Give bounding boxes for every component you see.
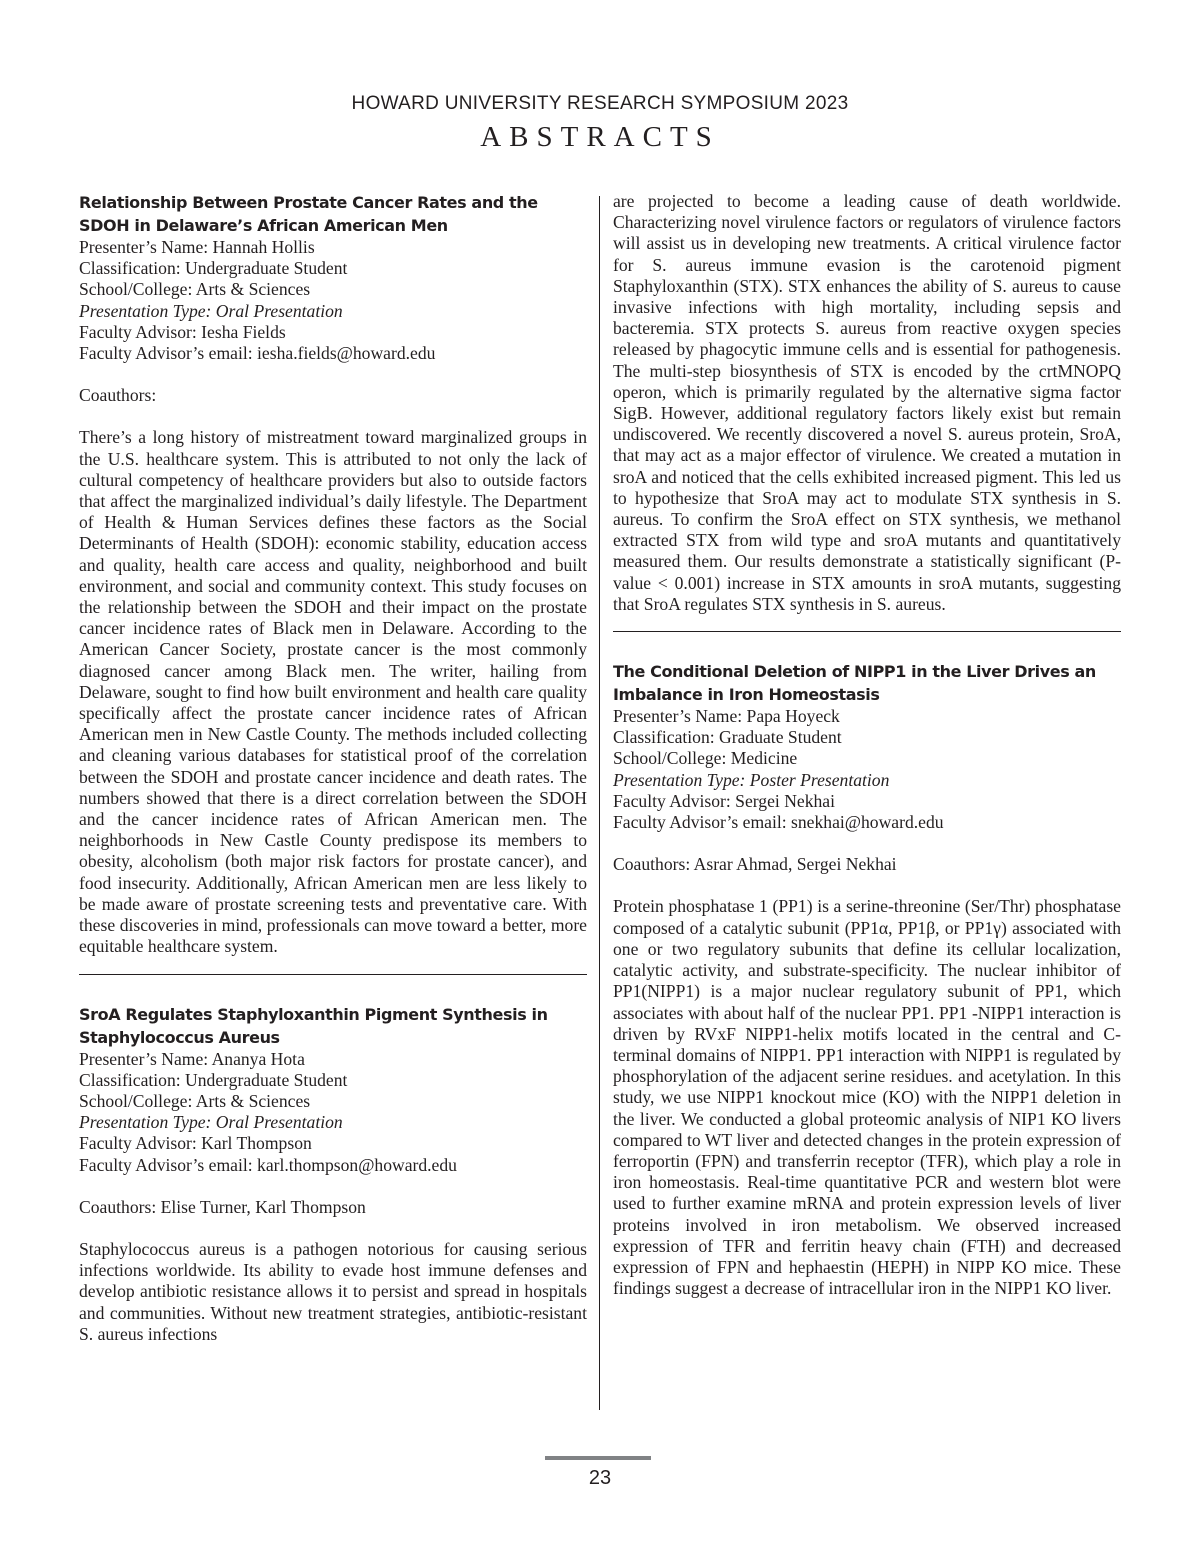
spacer xyxy=(79,1176,587,1197)
school-college: School/College: Arts & Sciences xyxy=(79,1090,311,1111)
spacer xyxy=(79,1218,587,1239)
abstract-body: Staphylococcus aureus is a pathogen notorious for causing serious infections worldwide. Its ability to evade host immune defenses and develop antibiotic resistance allows it to persist and spread in hospitals and communities. Without new treatment strategies, antibiotic-resistant S. aureus infections xyxy=(79,1238,587,1344)
coauthors: Coauthors: Elise Turner, Karl Thompson xyxy=(79,1196,366,1217)
presentation-type: Presentation Type: Poster Presentation xyxy=(613,769,890,790)
faculty-advisor-email: Faculty Advisor’s email: snekhai@howard.edu xyxy=(613,812,944,833)
abstract-2 xyxy=(79,1003,587,1345)
coauthors: Coauthors: Asrar Ahmad, Sergei Nekhai xyxy=(613,854,897,875)
page-header xyxy=(0,92,1200,154)
faculty-advisor: Faculty Advisor: Karl Thompson xyxy=(79,1133,312,1154)
coauthors: Coauthors: xyxy=(79,385,157,406)
presenter-name: Presenter’s Name: Ananya Hota xyxy=(79,1048,305,1069)
classification: Classification: Undergraduate Student xyxy=(79,258,348,279)
section-title: ABSTRACTS xyxy=(480,121,720,153)
footer-bar xyxy=(545,1456,651,1460)
left-column xyxy=(79,191,587,1345)
spacer xyxy=(613,833,1121,854)
abstract-title: The Conditional Deletion of NIPP1 in the Liver Drives an Imbalance in Iron Homeostasis xyxy=(613,662,1096,705)
school-college: School/College: Medicine xyxy=(613,748,798,769)
right-column xyxy=(613,191,1121,1299)
spacer xyxy=(79,364,587,385)
presentation-type: Presentation Type: Oral Presentation xyxy=(79,300,343,321)
school-college: School/College: Arts & Sciences xyxy=(79,279,311,300)
abstract-3 xyxy=(613,660,1121,1299)
page-number: 23 xyxy=(588,1467,612,1489)
section-divider xyxy=(79,974,587,975)
presentation-type: Presentation Type: Oral Presentation xyxy=(79,1112,343,1133)
abstract-title: Relationship Between Prostate Cancer Rates and the SDOH in Delaware’s African American Men xyxy=(79,193,538,235)
symposium-title: HOWARD UNIVERSITY RESEARCH SYMPOSIUM 2023 xyxy=(351,93,849,114)
abstract-body-continued: are projected to become a leading cause of death worldwide. Characterizing novel virulence factors or regulators of virulence factors will assist us in developing new treatments. A critical virulence factor for S. aureus immune evasion is the carotenoid pigment Staphyloxanthin (STX). STX enhances the ability of S. aureus to cause invasive infections with high mortality, including sepsis and bacteremia. STX protects S. aureus from reactive oxygen species released by phagocytic immune cells and is essential for pathogenesis. The multi-step biosynthesis of STX is encoded by the crtMNOPQ operon, which is primarily regulated by the alternative sigma factor SigB. However, additional regulatory factors likely exist but remain undiscovered. We recently discovered a novel S. aureus protein, SroA, that may act as a major effector of virulence. We created a mutation in sroA and noticed that the cells exhibited increased pigment. This led us to hypothesize that SroA may act to modulate STX synthesis in S. aureus. To confirm the SroA effect on STX synthesis, we methanol extracted STX from wild type and sroA mutants and quantitatively measured them. Our results demonstrate a statistically significant (P-value < 0.001) increase in STX amounts in sroA mutants, suggesting that SroA regulates STX synthesis in S. aureus. xyxy=(613,191,1121,614)
classification: Classification: Undergraduate Student xyxy=(79,1069,348,1090)
presenter-name: Presenter’s Name: Hannah Hollis xyxy=(79,237,315,257)
abstract-body: Protein phosphatase 1 (PP1) is a serine-threonine (Ser/Thr) phosphatase composed of a catalytic subunit (PP1α, PP1β, or PP1γ) associated with one or two regulatory subunits that define its cellular localization, catalytic activity, and substrate-specificity. The nuclear inhibitor of PP1(NIPP1) is a major nuclear regulatory subunit of PP1, which associates with about half of the nuclear PP1. PP1 -NIPP1 interaction is driven by RVxF NIPP1-helix motifs located in the central and C-terminal domains of NIPP1. PP1 interaction with NIPP1 is regulated by phosphorylation of the adjacent serine residues. and acetylation. In this study, we use NIPP1 knockout mice (KO) with the NIPP1 deletion in the liver. We conducted a global proteomic analysis of NIP1 KO livers compared to WT liver and detected changes in the protein expression of ferroportin (FPN) and transferrin receptor (TFR), which play a role in iron homeostasis. Real-time quantitative PCR and western blot were used to further examine mRNA and protein expression levels of liver proteins involved in iron metabolism. We observed increased expression of TFR and ferritin heavy chain (FTH) and decreased expression of FPN and hephaestin (HEPH) in NIPP KO mice. These findings suggest a decrease of intracellular iron in the NIPP1 KO liver. xyxy=(613,896,1121,1299)
faculty-advisor: Faculty Advisor: Sergei Nekhai xyxy=(613,790,836,811)
faculty-advisor: Faculty Advisor: Iesha Fields xyxy=(79,321,286,342)
faculty-advisor-email: Faculty Advisor’s email: karl.thompson@howard.edu xyxy=(79,1154,457,1175)
presenter-name: Presenter’s Name: Papa Hoyeck xyxy=(613,706,840,727)
classification: Classification: Graduate Student xyxy=(613,727,842,748)
abstract-body: There’s a long history of mistreatment toward marginalized groups in the U.S. healthcare system. This is attributed to not only the lack of cultural competency of healthcare providers but also to outside factors that affect the marginalized individual’s daily lifestyle. The Department of Health & Human Services defines these factors as the Social Determinants of Health (SDOH): economic stability, education access and quality, health care access and quality, neighborhood and built environment, and social and community context. This study focuses on the relationship between the SDOH and their impact on the prostate cancer incidence rates of Black men in Delaware. According to the American Cancer Society, prostate cancer is the most commonly diagnosed cancer among Black men. The writer, hailing from Delaware, sought to find how built environment and health care quality specifically affect the prostate cancer incidence rates of African American men in New Castle County. The methods included collecting and cleaning various databases for statistical proof of the correlation between the SDOH and prostate cancer incidence and death rates. The numbers showed that there is a direct correlation between the SDOH and the cancer incidence rates of African American men. The neighborhoods in New Castle County predispose its members to obesity, alcoholism (both major risk factors for prostate cancer), and food insecurity. Additionally, African American men are less likely to be made aware of prostate screening tests and preventative care. With these discoveries in mind, professionals can move toward a better, more equitable healthcare system. xyxy=(79,427,587,957)
abstract-title: SroA Regulates Staphyloxanthin Pigment Synthesis in Staphylococcus Aureus xyxy=(79,1004,548,1047)
column-divider xyxy=(599,196,600,1410)
spacer xyxy=(613,875,1121,896)
spacer xyxy=(79,406,587,427)
section-divider xyxy=(613,631,1121,632)
abstract-1 xyxy=(79,191,587,958)
faculty-advisor-email: Faculty Advisor’s email: iesha.fields@howard.edu xyxy=(79,343,436,364)
